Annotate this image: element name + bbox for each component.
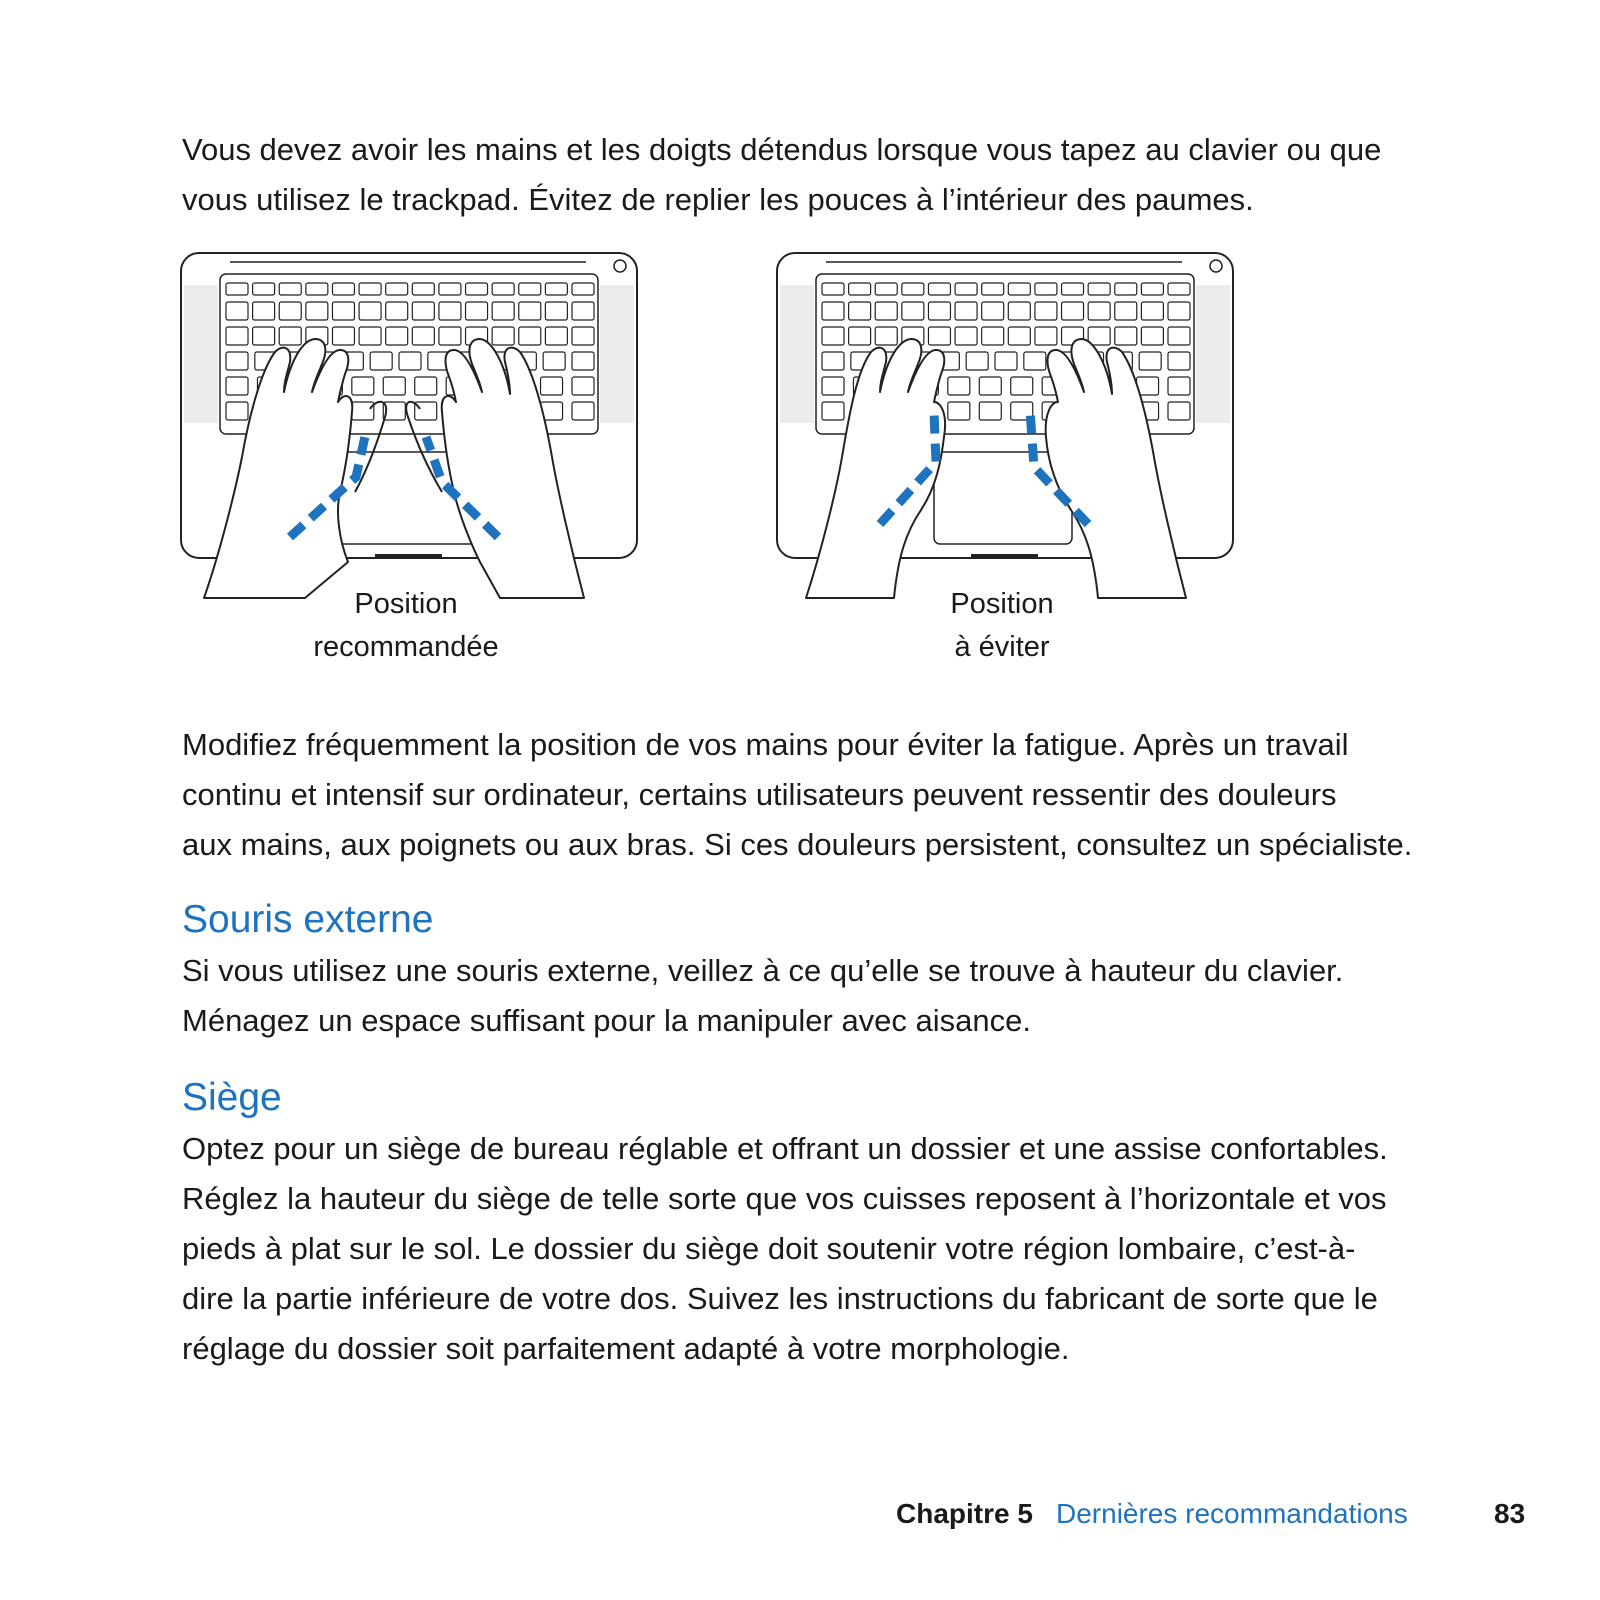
mouse-line-1: Si vous utilisez une souris externe, veillez à ce qu’elle se trouve à hauteur du clavier. (182, 953, 1344, 988)
keyboard-key (822, 302, 844, 320)
keyboard-key (955, 302, 977, 320)
keyboard-key (352, 402, 374, 420)
keyboard-key (279, 327, 301, 345)
keyboard-key (415, 402, 437, 420)
keyboard-key (386, 302, 408, 320)
keyboard-key (415, 377, 437, 395)
keyboard-key (492, 302, 514, 320)
keyboard-key (1139, 352, 1161, 370)
keyboard-key (948, 402, 970, 420)
keyboard-key (306, 302, 328, 320)
keyboard-key (572, 352, 594, 370)
keyboard-key (1088, 283, 1110, 295)
keyboard-key (253, 283, 275, 295)
keyboard-key (332, 302, 354, 320)
keyboard-key (849, 283, 871, 295)
keyboard-key (822, 352, 844, 370)
intro-paragraph (182, 125, 1502, 225)
keyboard-key (979, 377, 1001, 395)
keyboard-key (875, 327, 897, 345)
keyboard-key (1008, 302, 1030, 320)
keyboard-key (439, 283, 461, 295)
keyboard-key (253, 302, 275, 320)
keyboard-key (543, 352, 565, 370)
fatigue-paragraph (182, 720, 1502, 870)
footer-section-title: Dernières recommandations (1056, 1498, 1408, 1529)
keyboard-key (1035, 302, 1057, 320)
keyboard-key (519, 302, 541, 320)
keyboard-key (253, 327, 275, 345)
chair-line-1: Optez pour un siège de bureau réglable et offrant un dossier et une assise confortables. (182, 1131, 1388, 1166)
keyboard-key (1115, 302, 1137, 320)
chair-paragraph (182, 1124, 1502, 1374)
keyboard-key (545, 283, 567, 295)
keyboard-key (226, 402, 248, 420)
fatigue-line-2: continu et intensif sur ordinateur, certains utilisateurs peuvent ressentir des douleurs (182, 777, 1337, 812)
keyboard-key (412, 283, 434, 295)
fatigue-line-1: Modifiez fréquemment la position de vos mains pour éviter la fatigue. Après un travail (182, 727, 1349, 762)
keyboard-key (955, 327, 977, 345)
keyboard-key (1168, 352, 1190, 370)
keyboard-key (226, 283, 248, 295)
keyboard-key (902, 283, 924, 295)
keyboard-key (822, 327, 844, 345)
keyboard-key (226, 327, 248, 345)
keyboard-key (982, 283, 1004, 295)
keyboard-key (928, 327, 950, 345)
chair-line-3: pieds à plat sur le sol. Le dossier du siège doit soutenir votre région lombaire, c’est-à- (182, 1231, 1356, 1266)
keyboard-key (226, 302, 248, 320)
keyboard-key (822, 402, 844, 420)
keyboard-key (332, 283, 354, 295)
keyboard-key (306, 283, 328, 295)
keyboard-key (948, 377, 970, 395)
keyboard-key (1035, 283, 1057, 295)
keyboard-key (1008, 283, 1030, 295)
keyboard-key (545, 327, 567, 345)
keyboard-key (1168, 302, 1190, 320)
keyboard-key (902, 302, 924, 320)
keyboard-key (370, 352, 392, 370)
mouse-line-2: Ménagez un espace suffisant pour la manipuler avec aisance. (182, 1003, 1032, 1038)
keyboard-key (466, 283, 488, 295)
caption-recommended-line-1: Position (354, 588, 458, 620)
keyboard-key (492, 283, 514, 295)
section-heading-mouse: Souris externe (182, 898, 434, 941)
keyboard-key (1062, 283, 1084, 295)
keyboard-key (1168, 327, 1190, 345)
keyboard-key (226, 377, 248, 395)
keyboard-key (226, 352, 248, 370)
laptop-hands-recommended-illustration (180, 252, 660, 622)
keyboard-key (822, 283, 844, 295)
keyboard-key (279, 302, 301, 320)
page-number: 83 (1494, 1498, 1526, 1529)
keyboard-key (439, 327, 461, 345)
keyboard-key (849, 327, 871, 345)
keyboard-key (572, 283, 594, 295)
figure-recommended-position (180, 252, 660, 622)
keyboard-key (466, 302, 488, 320)
keyboard-key (1024, 352, 1046, 370)
intro-line-2: vous utilisez le trackpad. Évitez de replier les pouces à l’intérieur des paumes. (182, 182, 1254, 217)
keyboard-key (572, 327, 594, 345)
keyboard-key (1035, 327, 1057, 345)
keyboard-key (399, 352, 421, 370)
keyboard-key (928, 302, 950, 320)
keyboard-key (386, 327, 408, 345)
power-button-icon (1210, 260, 1222, 272)
keyboard-key (519, 327, 541, 345)
intro-line-1: Vous devez avoir les mains et les doigts détendus lorsque vous tapez au clavier ou que (182, 132, 1382, 167)
keyboard-key (572, 377, 594, 395)
keyboard-key (383, 377, 405, 395)
keyboard-key (572, 302, 594, 320)
keyboard-key (966, 352, 988, 370)
keyboard-key (1141, 327, 1163, 345)
keyboard-key (519, 283, 541, 295)
keyboard-key (359, 327, 381, 345)
keyboard-key (1088, 302, 1110, 320)
fatigue-line-3: aux mains, aux poignets ou aux bras. Si ces douleurs persistent, consultez un spécialiste. (182, 827, 1413, 862)
mouse-paragraph (182, 946, 1502, 1046)
keyboard-key (955, 283, 977, 295)
keyboard-key (412, 327, 434, 345)
power-button-icon (614, 260, 626, 272)
keyboard-key (386, 283, 408, 295)
keyboard-key (1141, 283, 1163, 295)
keyboard-key (1168, 402, 1190, 420)
keyboard-key (412, 302, 434, 320)
caption-recommended-line-2: recommandée (313, 631, 499, 663)
keyboard-key (1008, 327, 1030, 345)
keyboard-key (1011, 377, 1033, 395)
chair-line-5: réglage du dossier soit parfaitement adapté à votre morphologie. (182, 1331, 1070, 1366)
keyboard-key (822, 377, 844, 395)
keyboard-key (439, 302, 461, 320)
keyboard-key (982, 302, 1004, 320)
section-heading-chair: Siège (182, 1076, 282, 1119)
caption-avoid-line-2: à éviter (954, 631, 1050, 663)
keyboard-key (1115, 283, 1137, 295)
keyboard-key (928, 283, 950, 295)
caption-avoid-line-1: Position (950, 588, 1054, 620)
keyboard-key (279, 283, 301, 295)
keyboard-key (995, 352, 1017, 370)
keyboard-key (875, 283, 897, 295)
keyboard-key (1088, 327, 1110, 345)
keyboard-key (359, 283, 381, 295)
keyboard-key (1141, 302, 1163, 320)
keyboard-key (332, 327, 354, 345)
chair-line-4: dire la partie inférieure de votre dos. Suivez les instructions du fabricant de sorte que le (182, 1281, 1378, 1316)
caption-avoid (872, 583, 1132, 669)
keyboard-key (1168, 283, 1190, 295)
keyboard-key (875, 302, 897, 320)
chair-line-2: Réglez la hauteur du siège de telle sorte que vos cuisses reposent à l’horizontale et vos (182, 1181, 1387, 1216)
keyboard-key (359, 302, 381, 320)
keyboard-key (1168, 377, 1190, 395)
keyboard-key (849, 302, 871, 320)
keyboard-key (541, 377, 563, 395)
keyboard-key (545, 302, 567, 320)
footer-chapter: Chapitre 5 (896, 1498, 1033, 1529)
right-hand (1046, 339, 1186, 598)
laptop-hands-avoid-illustration (776, 252, 1256, 622)
keyboard-key (1062, 302, 1084, 320)
caption-recommended (276, 583, 536, 669)
keyboard-key (1115, 327, 1137, 345)
keyboard-key (979, 402, 1001, 420)
keyboard-key (492, 327, 514, 345)
keyboard-key (572, 402, 594, 420)
keyboard-key (982, 327, 1004, 345)
figure-position-to-avoid (776, 252, 1256, 622)
keyboard-key (352, 377, 374, 395)
